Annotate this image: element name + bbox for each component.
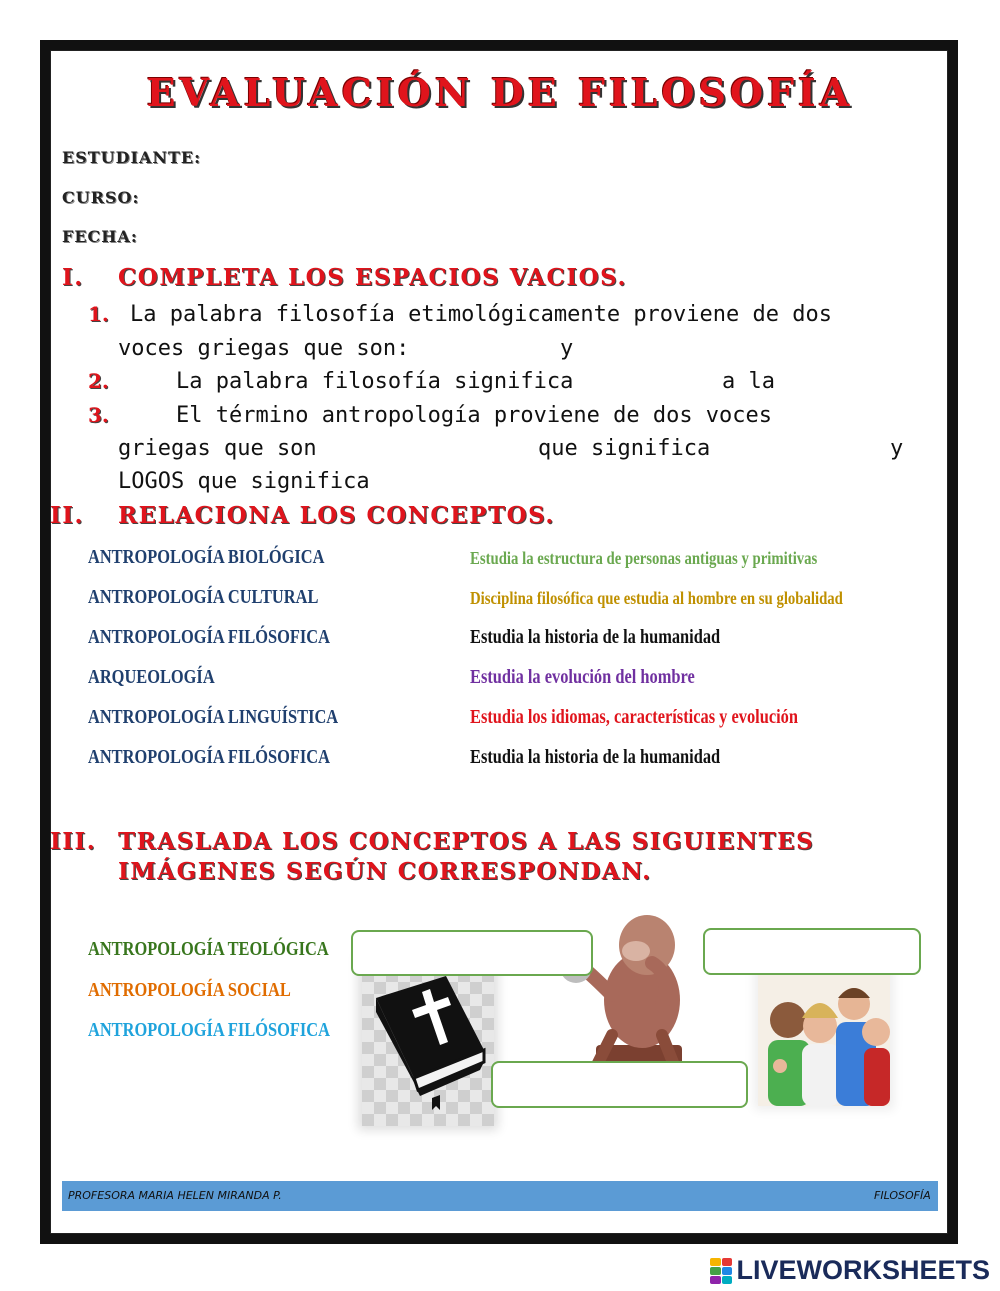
definition-item[interactable]: Estudia la estructura de personas antiguas y primitivas <box>470 548 818 568</box>
q2-text-b: a la <box>722 369 775 394</box>
q3-line2c: y <box>890 436 904 461</box>
concept-item[interactable]: ANTROPOLOGÍA FILÓSOFICA <box>88 746 330 768</box>
section3-heading-line2: IMÁGENES SEGÚN CORRESPONDAN. <box>118 858 652 885</box>
answer-box-bible[interactable] <box>351 930 593 976</box>
section3-numeral: III. <box>50 828 97 855</box>
concept-item[interactable]: ARQUEOLOGÍA <box>88 666 215 688</box>
section2-numeral: II. <box>50 502 85 529</box>
q1-number: 1. <box>88 302 109 326</box>
definition-item[interactable]: Estudia la historia de la humanidad <box>470 746 721 768</box>
q1-line2a: voces griegas que son: <box>118 336 410 361</box>
q1-line2b: y <box>560 336 574 361</box>
q3-line2a: griegas que son <box>118 436 317 461</box>
drag-concept-item[interactable]: ANTROPOLOGÍA SOCIAL <box>88 979 291 1001</box>
concept-item[interactable]: ANTROPOLOGÍA FILÓSOFICA <box>88 626 330 648</box>
q3-number: 3. <box>88 403 109 427</box>
concept-item[interactable]: ANTROPOLOGÍA BIOLÓGICA <box>88 546 325 568</box>
concept-item[interactable]: ANTROPOLOGÍA LINGUÍSTICA <box>88 706 339 728</box>
drag-concept-item[interactable]: ANTROPOLOGÍA TEOLÓGICA <box>88 938 329 960</box>
section1-heading: COMPLETA LOS ESPACIOS VACIOS. <box>118 264 627 291</box>
q2-number: 2. <box>88 369 109 393</box>
group-of-people-image <box>758 968 890 1106</box>
q2-text-a: La palabra filosofía significa <box>176 369 574 394</box>
liveworksheets-logo-icon <box>710 1258 732 1284</box>
footer-teacher: PROFESORA MARIA HELEN MIRANDA P. <box>68 1189 282 1202</box>
definition-item[interactable]: Estudia la historia de la humanidad <box>470 626 721 648</box>
definition-item[interactable]: Disciplina filosófica que estudia al hombre en su globalidad <box>470 588 843 608</box>
worksheet-title: EVALUACIÓN DE FILOSOFÍA <box>146 70 854 115</box>
drag-concept-item[interactable]: ANTROPOLOGÍA FILÓSOFICA <box>88 1019 330 1041</box>
concept-item[interactable]: ANTROPOLOGÍA CULTURAL <box>88 586 319 608</box>
q3-line2b: que significa <box>538 436 711 461</box>
section2-heading: RELACIONA LOS CONCEPTOS. <box>118 502 555 529</box>
course-label: CURSO: <box>62 188 140 207</box>
bible-icon <box>362 958 494 1126</box>
q3-line1: El término antropología proviene de dos voces <box>176 403 773 428</box>
date-label: FECHA: <box>62 227 138 246</box>
section1-numeral: I. <box>62 264 84 291</box>
section3-heading-line1: TRASLADA LOS CONCEPTOS A LAS SIGUIENTES <box>118 828 815 855</box>
answer-box-monkey[interactable] <box>491 1061 748 1108</box>
q1-line1: La palabra filosofía etimológicamente proviene de dos <box>130 302 832 327</box>
people-photo-icon <box>758 968 890 1106</box>
footer-subject: FILOSOFÍA <box>874 1189 931 1202</box>
q3-line3: LOGOS que significa <box>118 469 370 494</box>
brand-name: LIVEWORKSHEETS <box>736 1255 990 1285</box>
student-label: ESTUDIANTE: <box>62 148 202 167</box>
definition-item[interactable]: Estudia los idiomas, características y evolución <box>470 706 798 728</box>
liveworksheets-logo <box>710 1255 990 1286</box>
definition-item[interactable]: Estudia la evolución del hombre <box>470 666 695 688</box>
answer-box-people[interactable] <box>703 928 921 975</box>
bible-image <box>362 958 494 1126</box>
